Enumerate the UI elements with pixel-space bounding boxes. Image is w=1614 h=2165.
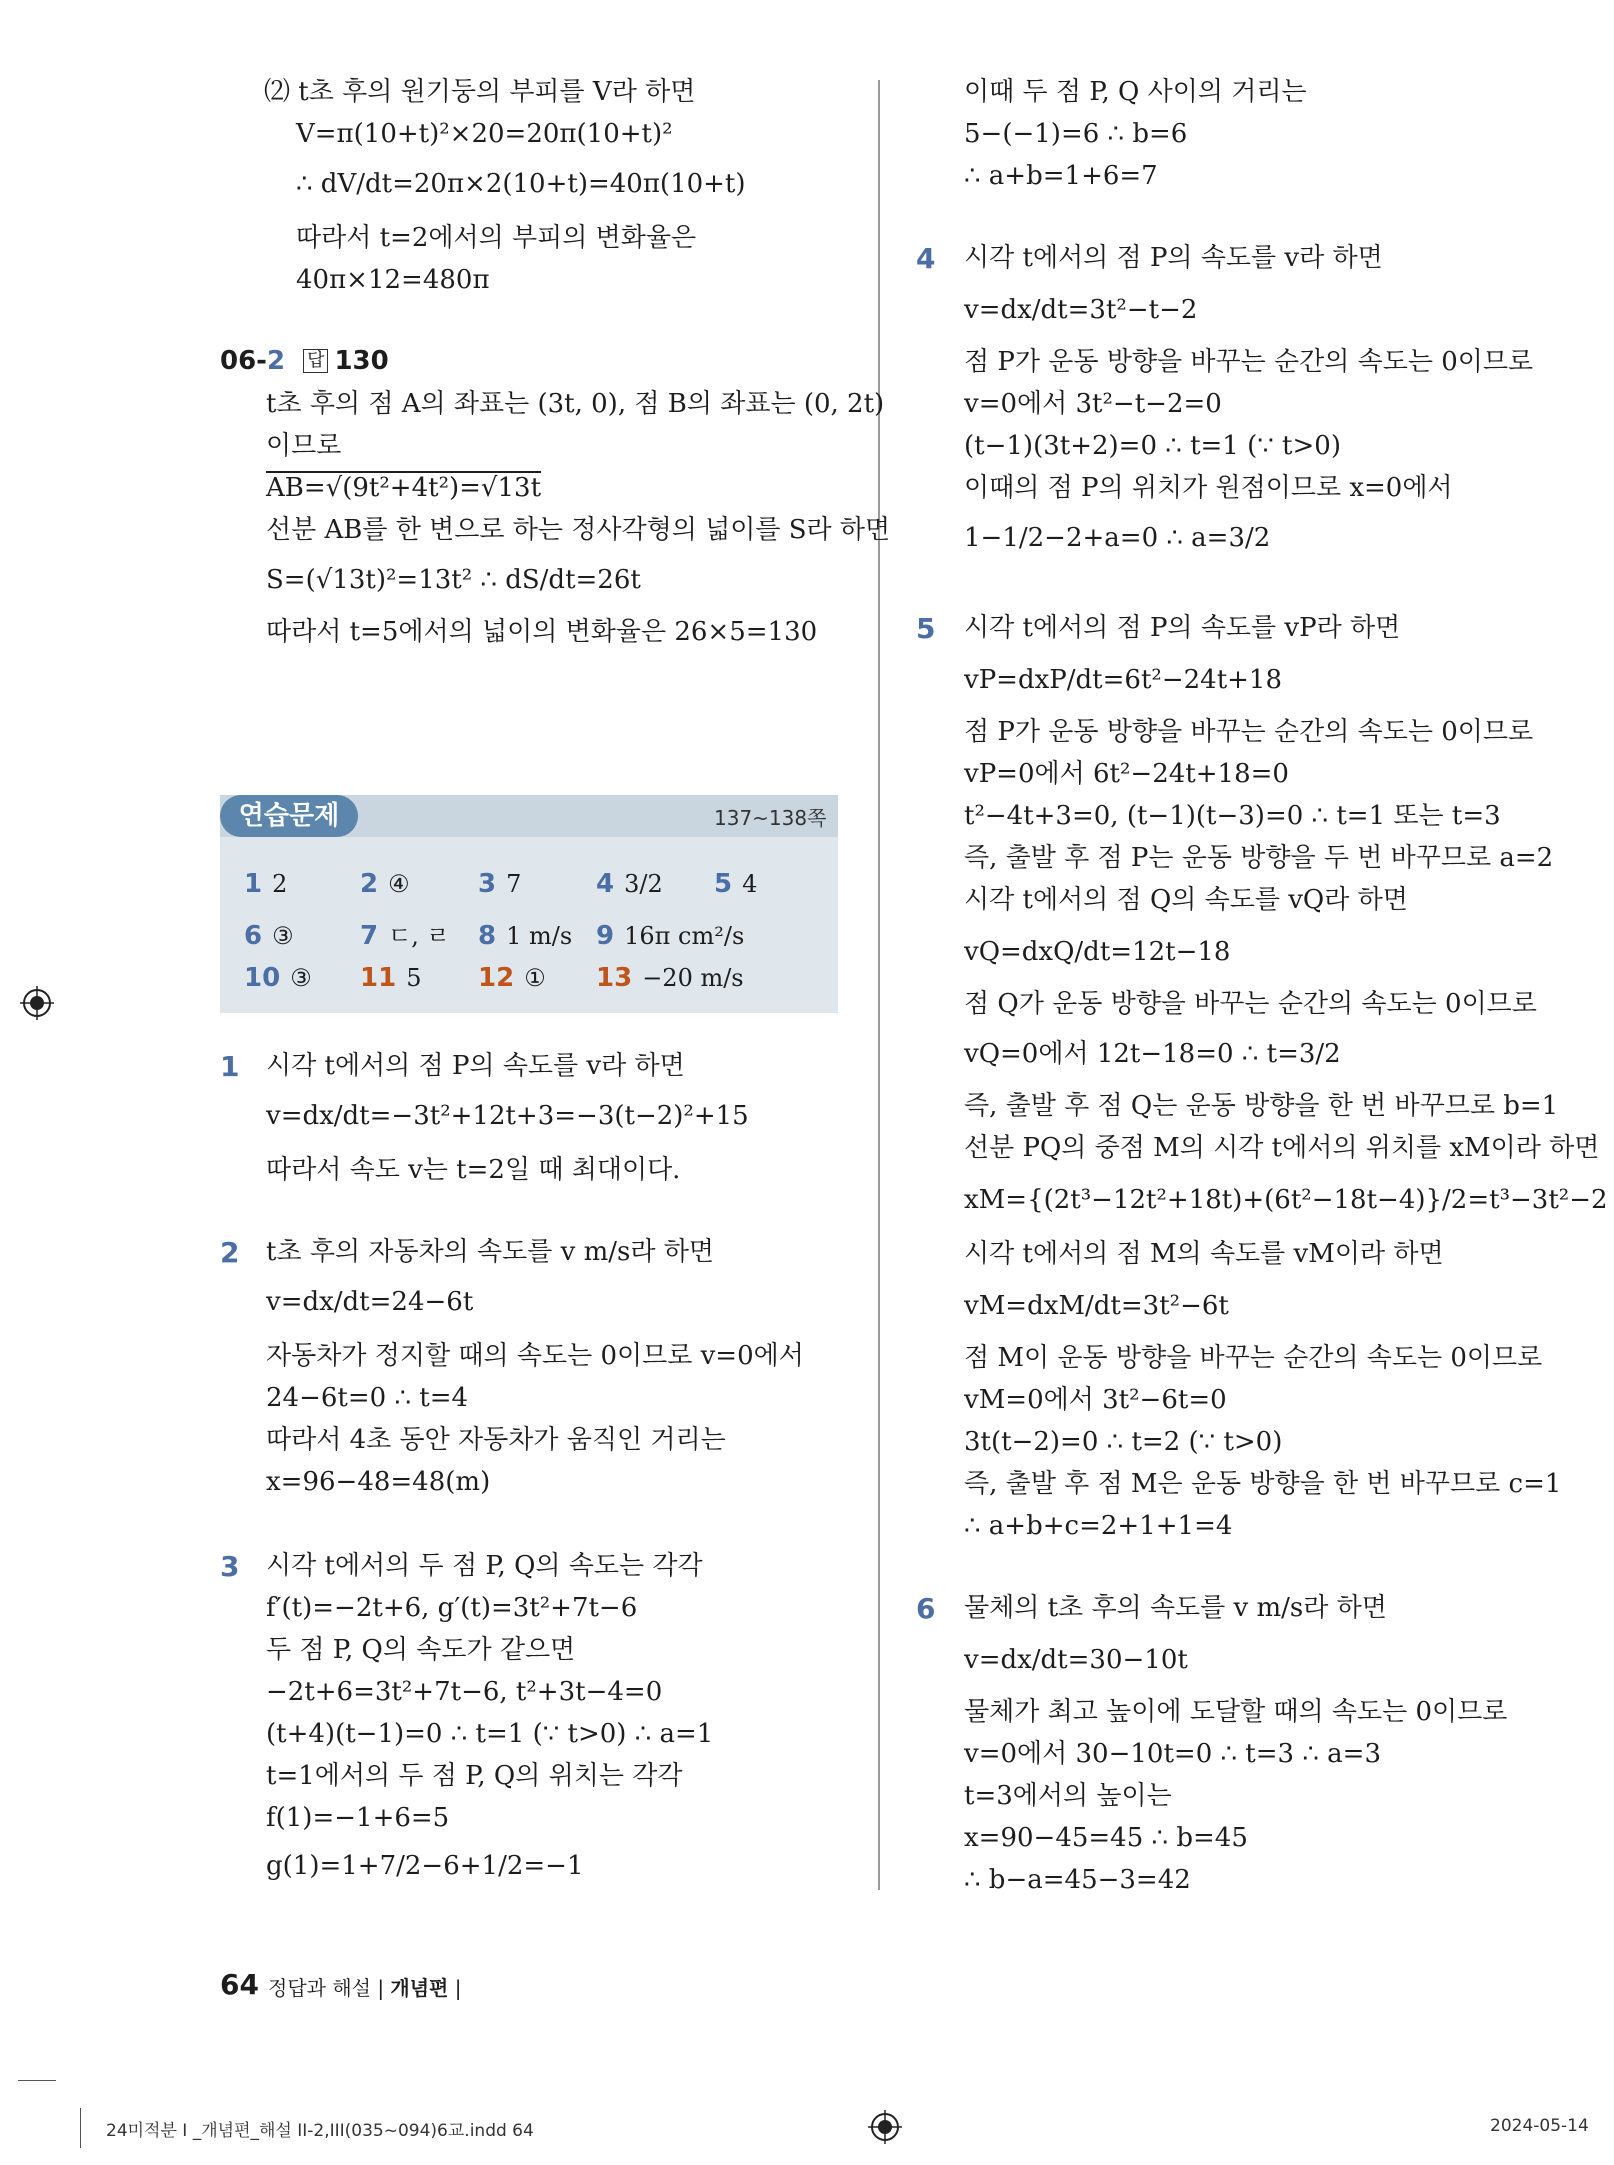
text-line: t=3에서의 높이는 xyxy=(964,1781,1172,1811)
math-line: v=0에서 30−10t=0 ∴ t=3 ∴ a=3 xyxy=(964,1739,1381,1769)
item-answer: 2 xyxy=(272,870,288,898)
item-number: 13 xyxy=(596,963,633,993)
problem-label-prefix: 06- xyxy=(220,346,267,376)
math-line: v=0에서 3t²−t−2=0 xyxy=(964,389,1222,419)
math-line: ∴ dV/dt=20π×2(10+t)=40π(10+t) xyxy=(296,169,746,199)
math-line: S=(√13t)²=13t² ∴ dS/dt=26t xyxy=(266,565,641,595)
item-answer: ④ xyxy=(388,870,410,898)
item-answer: 16π cm²/s xyxy=(624,922,745,950)
math-line: AB=√(9t²+4t²)=√13t xyxy=(266,473,542,503)
item-answer: 4 xyxy=(742,870,758,898)
math-line: V=π(10+t)²×20=20π(10+t)² xyxy=(296,119,673,149)
crop-mark xyxy=(80,2108,81,2148)
text-line: 점 M이 운동 방향을 바꾸는 순간의 속도는 0이므로 xyxy=(964,1343,1543,1373)
practice-item xyxy=(478,868,521,900)
math-line: 5−(−1)=6 ∴ b=6 xyxy=(964,119,1188,149)
footer-section: 정답과 해설 | xyxy=(268,1976,385,2000)
question-number: 5 xyxy=(916,612,936,645)
math-line: v=dx/dt=24−6t xyxy=(266,1287,474,1317)
math-line: 40π×12=480π xyxy=(296,265,490,295)
math-line: v=dx/dt=30−10t xyxy=(964,1645,1188,1675)
item-answer: ㄷ, ㄹ xyxy=(388,922,450,950)
math-line: 1−1/2−2+a=0 ∴ a=3/2 xyxy=(964,523,1271,553)
practice-item xyxy=(244,868,287,900)
text-line: 즉, 출발 후 점 M은 운동 방향을 한 번 바꾸므로 c=1 xyxy=(964,1469,1562,1499)
math-line: x=90−45=45 ∴ b=45 xyxy=(964,1823,1248,1853)
question-number: 1 xyxy=(220,1050,240,1083)
text-line: 즉, 출발 후 점 P는 운동 방향을 두 번 바꾸므로 a=2 xyxy=(964,843,1554,873)
page-number: 64 xyxy=(220,1968,259,2001)
problem-label xyxy=(220,346,389,376)
math-line: ∴ a+b+c=2+1+1=4 xyxy=(964,1511,1233,1541)
print-date: 2024-05-14 xyxy=(1490,2116,1589,2136)
math-line: vP=dxP/dt=6t²−24t+18 xyxy=(964,665,1283,695)
math-line: v=dx/dt=−3t²+12t+3=−3(t−2)²+15 xyxy=(266,1101,749,1131)
registration-mark-icon xyxy=(868,2110,902,2144)
item-answer: 7 xyxy=(506,870,522,898)
item-number: 7 xyxy=(360,921,379,951)
answer-value: 130 xyxy=(334,346,389,376)
footer-part: 개념편 xyxy=(390,1976,449,2000)
math-line: xM={(2t³−12t²+18t)+(6t²−18t−4)}/2=t³−3t²−2 xyxy=(964,1185,1608,1215)
text-line: 시각 t에서의 점 P의 속도를 vP라 하면 xyxy=(964,613,1401,643)
practice-item xyxy=(478,920,572,952)
practice-item xyxy=(360,868,410,900)
item-number: 9 xyxy=(596,921,615,951)
practice-item xyxy=(244,920,294,952)
practice-item xyxy=(360,920,450,952)
text-line: 따라서 속도 v는 t=2일 때 최대이다. xyxy=(266,1155,681,1185)
text-line: 선분 PQ의 중점 M의 시각 t에서의 위치를 xM이라 하면 xyxy=(964,1133,1600,1163)
text-line: 시각 t에서의 두 점 P, Q의 속도는 각각 xyxy=(266,1551,703,1581)
math-line: vM=dxM/dt=3t²−6t xyxy=(964,1291,1229,1321)
item-number: 2 xyxy=(360,869,379,899)
item-number: 5 xyxy=(714,869,733,899)
column-divider xyxy=(878,80,880,1890)
math-line: v=dx/dt=3t²−t−2 xyxy=(964,295,1198,325)
math-line: −2t+6=3t²+7t−6, t²+3t−4=0 xyxy=(266,1677,663,1707)
math-line: vQ=0에서 12t−18=0 ∴ t=3/2 xyxy=(964,1039,1341,1069)
practice-item xyxy=(596,962,744,994)
text-line: t초 후의 점 A의 좌표는 (3t, 0), 점 B의 좌표는 (0, 2t) xyxy=(266,389,885,419)
text-line: 시각 t에서의 점 P의 속도를 v라 하면 xyxy=(964,243,1383,273)
practice-item xyxy=(478,962,546,994)
item-answer: 5 xyxy=(406,964,422,992)
practice-item xyxy=(714,868,757,900)
text-line: 시각 t에서의 점 Q의 속도를 vQ라 하면 xyxy=(964,885,1408,915)
item-number: 10 xyxy=(244,963,281,993)
item-answer: ③ xyxy=(290,964,312,992)
text-line: 따라서 4초 동안 자동차가 움직인 거리는 xyxy=(266,1425,726,1455)
item-number: 3 xyxy=(478,869,497,899)
text-line: 선분 AB를 한 변으로 하는 정사각형의 넓이를 S라 하면 xyxy=(266,515,891,545)
text-line: 이므로 xyxy=(266,431,342,461)
item-number: 1 xyxy=(244,869,263,899)
item-answer: ① xyxy=(524,964,546,992)
item-number: 8 xyxy=(478,921,497,951)
text-line: 물체의 t초 후의 속도를 v m/s라 하면 xyxy=(964,1593,1387,1623)
math-line: x=96−48=48(m) xyxy=(266,1467,491,1497)
question-number: 6 xyxy=(916,1592,936,1625)
registration-mark-icon xyxy=(20,986,54,1020)
text-line: t초 후의 자동차의 속도를 v m/s라 하면 xyxy=(266,1237,714,1267)
math-line: (t−1)(3t+2)=0 ∴ t=1 (∵ t>0) xyxy=(964,431,1341,461)
item-answer: ③ xyxy=(272,922,294,950)
text-line: 점 Q가 운동 방향을 바꾸는 순간의 속도는 0이므로 xyxy=(964,989,1537,1019)
question-number: 3 xyxy=(220,1550,240,1583)
question-number: 4 xyxy=(916,242,936,275)
text-line: 물체가 최고 높이에 도달할 때의 속도는 0이므로 xyxy=(964,1697,1508,1727)
practice-item xyxy=(244,962,312,994)
math-line: f′(t)=−2t+6, g′(t)=3t²+7t−6 xyxy=(266,1593,638,1623)
crop-mark xyxy=(18,2080,56,2081)
text-line: 이때의 점 P의 위치가 원점이므로 x=0에서 xyxy=(964,473,1453,503)
math-line: ∴ b−a=45−3=42 xyxy=(964,1865,1191,1895)
question-number: 2 xyxy=(220,1236,240,1269)
practice-pages: 137~138쪽 xyxy=(714,806,827,830)
practice-item xyxy=(596,920,744,952)
text-line: t=1에서의 두 점 P, Q의 위치는 각각 xyxy=(266,1761,683,1791)
text-line: 두 점 P, Q의 속도가 같으면 xyxy=(266,1635,576,1665)
practice-item xyxy=(596,868,663,900)
item-number: 4 xyxy=(596,869,615,899)
math-line: 24−6t=0 ∴ t=4 xyxy=(266,1383,469,1413)
math-line: vQ=dxQ/dt=12t−18 xyxy=(964,937,1231,967)
footer-label xyxy=(268,1972,462,2001)
text-line: 즉, 출발 후 점 Q는 운동 방향을 한 번 바꾸므로 b=1 xyxy=(964,1091,1559,1121)
text-line: 시각 t에서의 점 P의 속도를 v라 하면 xyxy=(266,1051,685,1081)
item-answer: 1 m/s xyxy=(506,922,573,950)
footer-end: | xyxy=(454,1976,462,2000)
practice-title: 연습문제 xyxy=(220,795,358,837)
practice-item xyxy=(360,962,421,994)
text-line: ⑵ t초 후의 원기둥의 부피를 V라 하면 xyxy=(264,77,696,107)
math-line: vM=0에서 3t²−6t=0 xyxy=(964,1385,1227,1415)
item-number: 11 xyxy=(360,963,397,993)
text-line: 이때 두 점 P, Q 사이의 거리는 xyxy=(964,77,1307,107)
math-line: f(1)=−1+6=5 xyxy=(266,1803,450,1833)
math-line: vP=0에서 6t²−24t+18=0 xyxy=(964,759,1289,789)
math-line: (t+4)(t−1)=0 ∴ t=1 (∵ t>0) ∴ a=1 xyxy=(266,1719,714,1749)
math-line: ∴ a+b=1+6=7 xyxy=(964,161,1158,191)
item-number: 6 xyxy=(244,921,263,951)
text-line: 자동차가 정지할 때의 속도는 0이므로 v=0에서 xyxy=(266,1341,804,1371)
text-line: 점 P가 운동 방향을 바꾸는 순간의 속도는 0이므로 xyxy=(964,347,1534,377)
text-line: 시각 t에서의 점 M의 속도를 vM이라 하면 xyxy=(964,1239,1444,1269)
math-line: 3t(t−2)=0 ∴ t=2 (∵ t>0) xyxy=(964,1427,1283,1457)
math-line: t²−4t+3=0, (t−1)(t−3)=0 ∴ t=1 또는 t=3 xyxy=(964,801,1501,831)
text-line: 따라서 t=2에서의 부피의 변화율은 xyxy=(296,223,697,253)
item-answer: 3/2 xyxy=(624,870,663,898)
answer-box: 답 xyxy=(303,349,328,373)
item-number: 12 xyxy=(478,963,515,993)
item-answer: −20 m/s xyxy=(642,964,744,992)
problem-label-number: 2 xyxy=(266,346,286,376)
text-line: 따라서 t=5에서의 넓이의 변화율은 26×5=130 xyxy=(266,617,818,647)
text-line: 점 P가 운동 방향을 바꾸는 순간의 속도는 0이므로 xyxy=(964,717,1534,747)
print-slug: 24미적분 I _개념편_해설 II-2,III(035~094)6교.indd 64 xyxy=(106,2121,534,2141)
math-line: g(1)=1+7/2−6+1/2=−1 xyxy=(266,1851,584,1881)
